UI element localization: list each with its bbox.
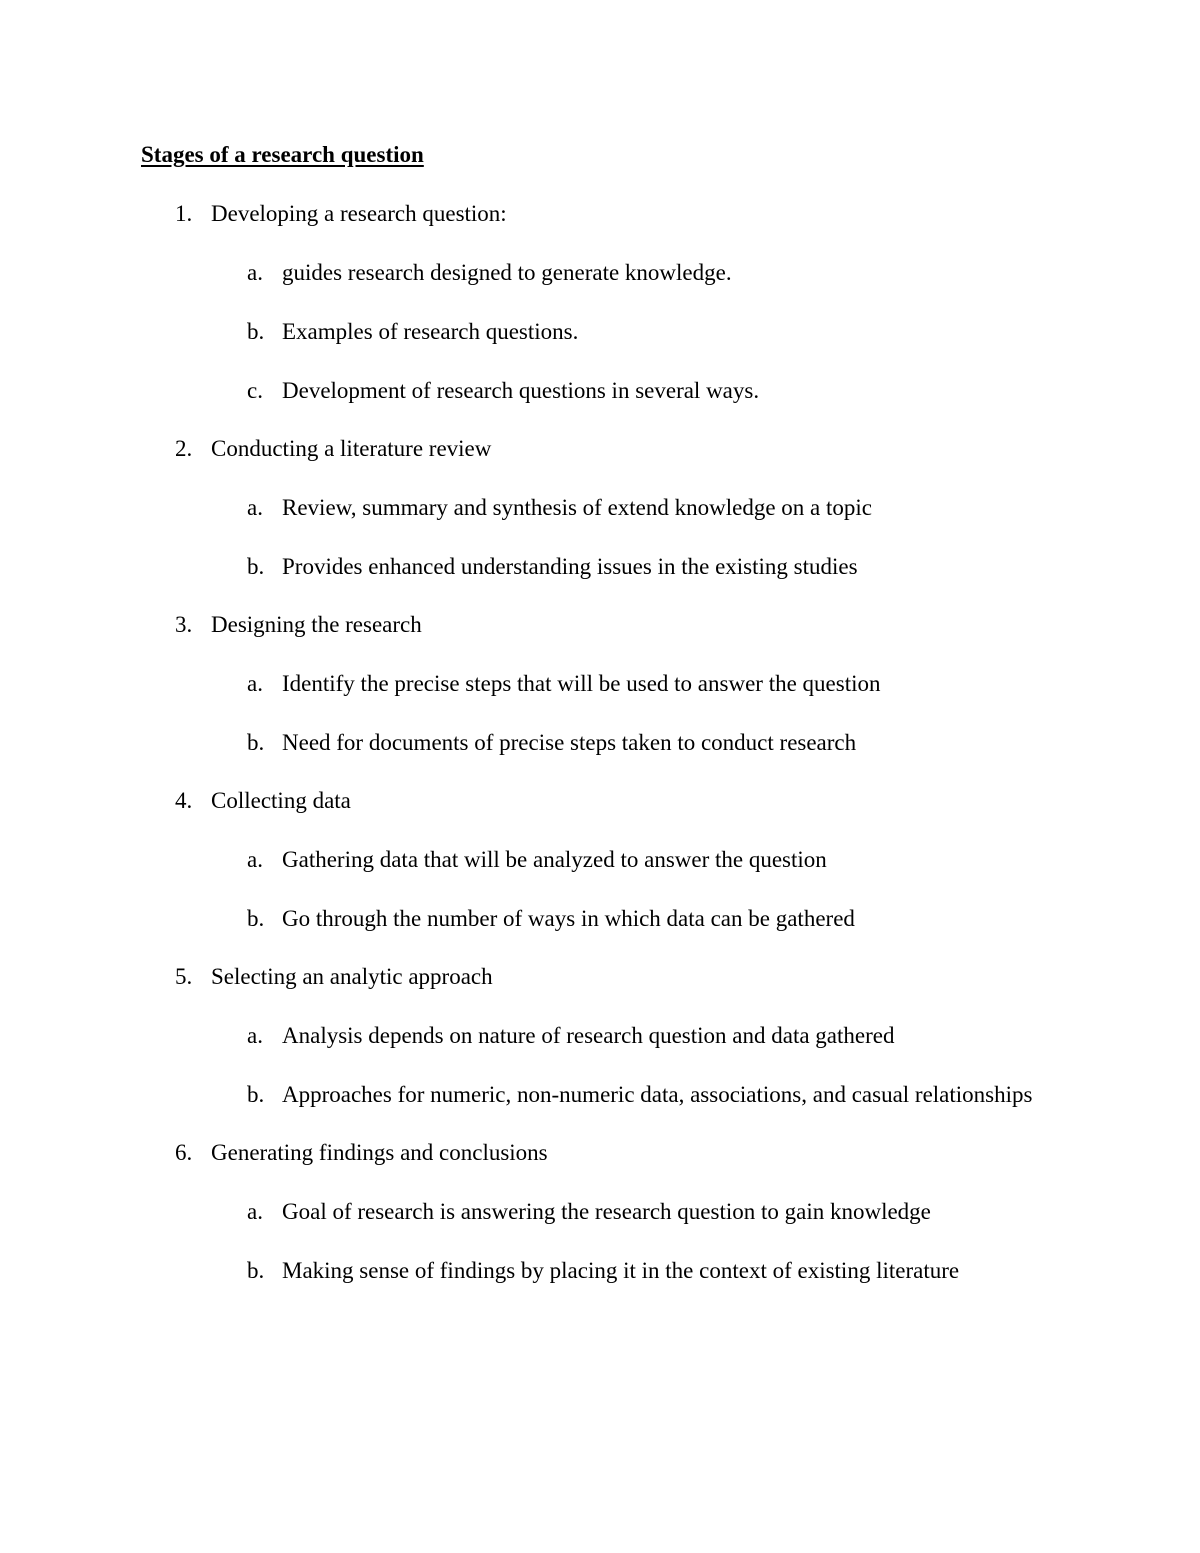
sub-item-letter: b. [247,906,265,931]
sub-item-text: guides research designed to generate knowledge. [282,260,732,285]
sub-item-letter: c. [247,378,263,403]
stage-number: 1. [175,201,193,226]
stage-label: Selecting an analytic approach [211,964,493,989]
sub-item-text: Go through the number of ways in which data can be gathered [282,906,855,931]
stage-label: Conducting a literature review [211,436,492,461]
sub-item-text: Examples of research questions. [282,319,579,344]
sub-item-text: Identify the precise steps that will be used to answer the question [282,671,881,696]
stage-number: 5. [175,964,193,989]
sub-item-letter: a. [247,847,263,872]
sub-item-text: Approaches for numeric, non-numeric data, associations, and casual relationships [282,1082,1033,1107]
sub-item-letter: b. [247,319,265,344]
sub-item-text: Goal of research is answering the research question to gain knowledge [282,1199,931,1224]
sub-item-letter: b. [247,1258,265,1283]
stage-label: Developing a research question: [211,201,507,226]
sub-item-text: Gathering data that will be analyzed to answer the question [282,847,827,872]
sub-item-letter: a. [247,1023,263,1048]
sub-item-letter: a. [247,260,263,285]
sub-item-letter: b. [247,730,265,755]
document-title: Stages of a research question [141,142,424,167]
sub-item-text: Review, summary and synthesis of extend knowledge on a topic [282,495,872,520]
stage-label: Designing the research [211,612,422,637]
stage-label: Collecting data [211,788,351,813]
sub-item-letter: a. [247,1199,263,1224]
sub-item-letter: a. [247,671,263,696]
sub-item-text: Provides enhanced understanding issues in the existing studies [282,554,858,579]
sub-item-letter: b. [247,1082,265,1107]
stage-number: 2. [175,436,193,461]
sub-item-text: Need for documents of precise steps taken to conduct research [282,730,857,755]
sub-item-letter: a. [247,495,263,520]
sub-item-text: Analysis depends on nature of research question and data gathered [282,1023,895,1048]
stage-label: Generating findings and conclusions [211,1140,548,1165]
sub-item-text: Making sense of findings by placing it in the context of existing literature [282,1258,960,1283]
sub-item-text: Development of research questions in several ways. [282,378,760,403]
stage-number: 3. [175,612,193,637]
stage-number: 4. [175,788,193,813]
stage-number: 6. [175,1140,193,1165]
sub-item-letter: b. [247,554,265,579]
